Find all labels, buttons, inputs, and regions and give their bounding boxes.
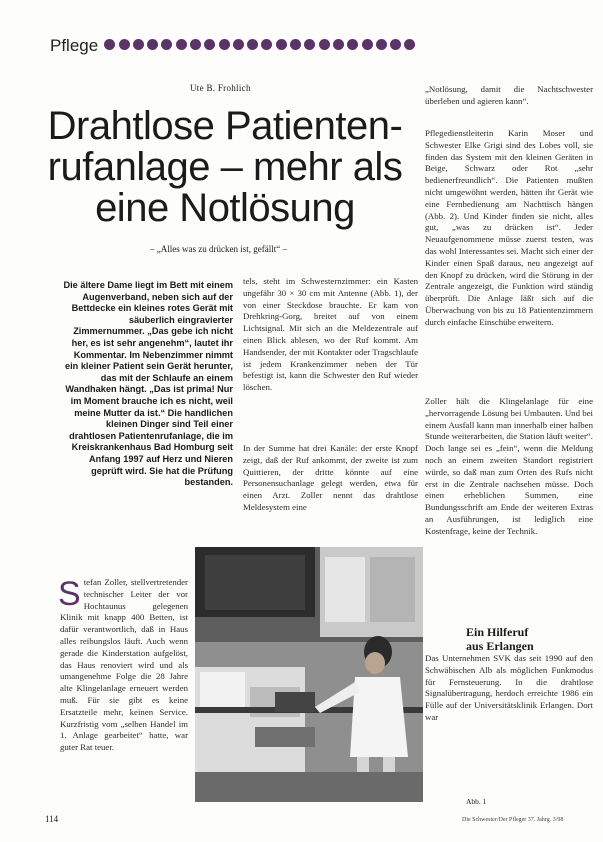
decorative-dot bbox=[362, 39, 373, 50]
decorative-dot bbox=[176, 39, 187, 50]
decorative-dot bbox=[319, 39, 330, 50]
box-heading-line: aus Erlangen bbox=[466, 639, 534, 653]
article-subline: – „Alles was zu drücken ist, gefällt“ – bbox=[150, 244, 287, 254]
decorative-dot bbox=[119, 39, 130, 50]
decorative-dot bbox=[333, 39, 344, 50]
decorative-dot bbox=[161, 39, 172, 50]
decorative-dot bbox=[276, 39, 287, 50]
body-text-column-3: Pflegedienstleiterin Karin Moser und Schwester Elke Grigi sind des Lobes voll, sie finden das System mit den kleinen Geräten in Beige, Schwarz oder Rot „sehr bedienerfreundlich“. Die Patienten mußten nicht umgewöhnt werden, hätten ihr Gerät wie eine Fernbedienung am Nachttisch hängen (Abb. 2). Und Kinder finden sie nicht, alles gut, „was zu drücken ist“. Jeder Neuaufgenommene müsse zuerst testen, was das wohl Interessantes sei. Macht sich einer der Kinder einen Spaß daraus, neu angezeigt auf den Knopf zu drücken, wird die Störung in der Zentrale angezeigt, die Funktion wird ständig überprüft. Die Anlage läßt sich auf die Überwachung von bis zu 18 Patientenzimmern durch einfache Einschübe erweitern. bbox=[425, 128, 593, 327]
decorative-dot bbox=[104, 39, 115, 50]
body-text-column-2: tels, steht im Schwesternzimmer: ein Kasten ungefähr 30 × 30 cm mit Antenne (Abb. 1), der von einer Steckdose brauchte. Er kam von Drehkring-Gorg, breitet auf von einem Lichtsignal. Mit sich an die Meldezentrale auf einen Blick ablesen, wo der Ruf kommt. Am Handsender, der mit Kontakter oder Tragschlaufe ist jedem Krankenzimmer neben der Tür befestigt ist, kann die Schwester den Ruf wieder löschen. bbox=[243, 276, 418, 393]
decorative-dot bbox=[347, 39, 358, 50]
photo-caption: Abb. 1 bbox=[466, 797, 487, 806]
article-lede: Die ältere Dame liegt im Bett mit einem Augenverband, neben sich auf der Bettdecke ein kleines rotes Gerät mit säuberlich eingravierter Zimmernummer. „Das gebe ich nicht her, es ist sehr angenehm“, lautet ihr Kommentar. Im Nebenzimmer nimmt ein kleiner Patient sein Gerät herunter, das mit der Schlaufe an einem Wandhaken hängt. „Das ist prima! Nur im Moment brauche ich es nicht, weil meine Mutter da ist.“ Die handlichen kleinen Dinger sind Teil einer drahtlosen Patientenrufanlage, die im Kreiskrankenhaus Bad Homburg seit Anfang 1997 auf Herz und Nieren geprüft wird. Sie hat die Prüfung bestanden. bbox=[63, 280, 233, 488]
article-photo bbox=[195, 547, 423, 802]
decorative-dot-row bbox=[104, 37, 419, 55]
decorative-dot bbox=[261, 39, 272, 50]
article-headline bbox=[40, 106, 410, 229]
decorative-dot bbox=[219, 39, 230, 50]
decorative-dot bbox=[190, 39, 201, 50]
section-header bbox=[50, 36, 419, 56]
decorative-dot bbox=[304, 39, 315, 50]
decorative-dot bbox=[290, 39, 301, 50]
author-byline: Ute B. Frohlich bbox=[190, 83, 251, 93]
nurse-station-photo bbox=[195, 547, 423, 802]
decorative-dot bbox=[133, 39, 144, 50]
body-text-column-1 bbox=[60, 577, 188, 754]
decorative-dot bbox=[390, 39, 401, 50]
box-heading-line: Ein Hilferuf bbox=[466, 625, 529, 639]
section-label: Pflege bbox=[50, 36, 99, 55]
decorative-dot bbox=[376, 39, 387, 50]
body-text-column-1-text: tefan Zoller, stellvertretender technischer Leiter der vor Hochtaunus gelegenen Klinik mit knapp 400 Betten, ist dafür verantwortlich, daß in Haus alles reibungslos läuft. Auch wenn gerade die Kinderstation aufgelöst, das Haus renoviert wird und als umangenehme Folge die 28 Jahre alte Klingelanlage erneuert werden muß. Für sie gibt es keine Ersatzteile mehr, keinen Service. Kurzfristig vom „selben Handel im 1. Anlage gearbeitet“ hatte, war guter Rat teuer. bbox=[60, 577, 188, 753]
decorative-dot bbox=[247, 39, 258, 50]
decorative-dot bbox=[233, 39, 244, 50]
body-text-column-2: In der Summe hat drei Kanäle: der erste Knopf zeigt, daß der Ruf ankommt, der zweite ist zum Quittieren, der dritte könnte auf eine Personensuchanlage gelegt werden, etwa für einen Arzt. Zoller nennt das drahtlose Meldesystem eine bbox=[243, 443, 418, 512]
headline-line: eine Notlösung bbox=[95, 186, 355, 230]
drop-cap: S bbox=[58, 575, 81, 613]
page-number: 114 bbox=[45, 814, 59, 824]
body-text-column-3: „Notlösung, damit die Nachtschwester überleben und agieren kann“. bbox=[425, 84, 593, 106]
box-body-text: Das Unternehmen SVK das seit 1990 auf den Schwäbischen Alb als möglichen Funkmodus für Fernsteuerung. In die drahtlose Signalübertragung, herdoch erreichte 1986 ein Fülle auf der Universitätsklinik Erlangen. Dort war bbox=[425, 653, 593, 722]
decorative-dot bbox=[204, 39, 215, 50]
box-heading bbox=[466, 625, 534, 653]
headline-line: rufanlage – mehr als bbox=[47, 145, 403, 189]
body-text-column-3: Zoller hält die Klingelanlage für eine „hervorragende Lösung bei Umbauten. Und bei einem Ausfall kann man innerhalb einer halben Stunde weiterarbeiten, die Station läuft weiter“. Doch lange sei es „fein“, wenn die Meldung noch an einem zweiten Standort registriert würde, so daß man zum Orten des Rufs nicht erst in die Zentrale nachsehen müsse. Doch einen erheblichen Summen, eine Bundungsschrift am Ende der weiteren Extras an Ausführungen, ist lediglich eine Kostenfrage, keine der Technik. bbox=[425, 396, 593, 536]
headline-line: Drahtlose Patienten- bbox=[47, 104, 403, 148]
publication-source: Die Schwester/Der Pfleger 37. Jahrg. 3/98 bbox=[462, 817, 564, 823]
decorative-dot bbox=[404, 39, 415, 50]
decorative-dot bbox=[147, 39, 158, 50]
